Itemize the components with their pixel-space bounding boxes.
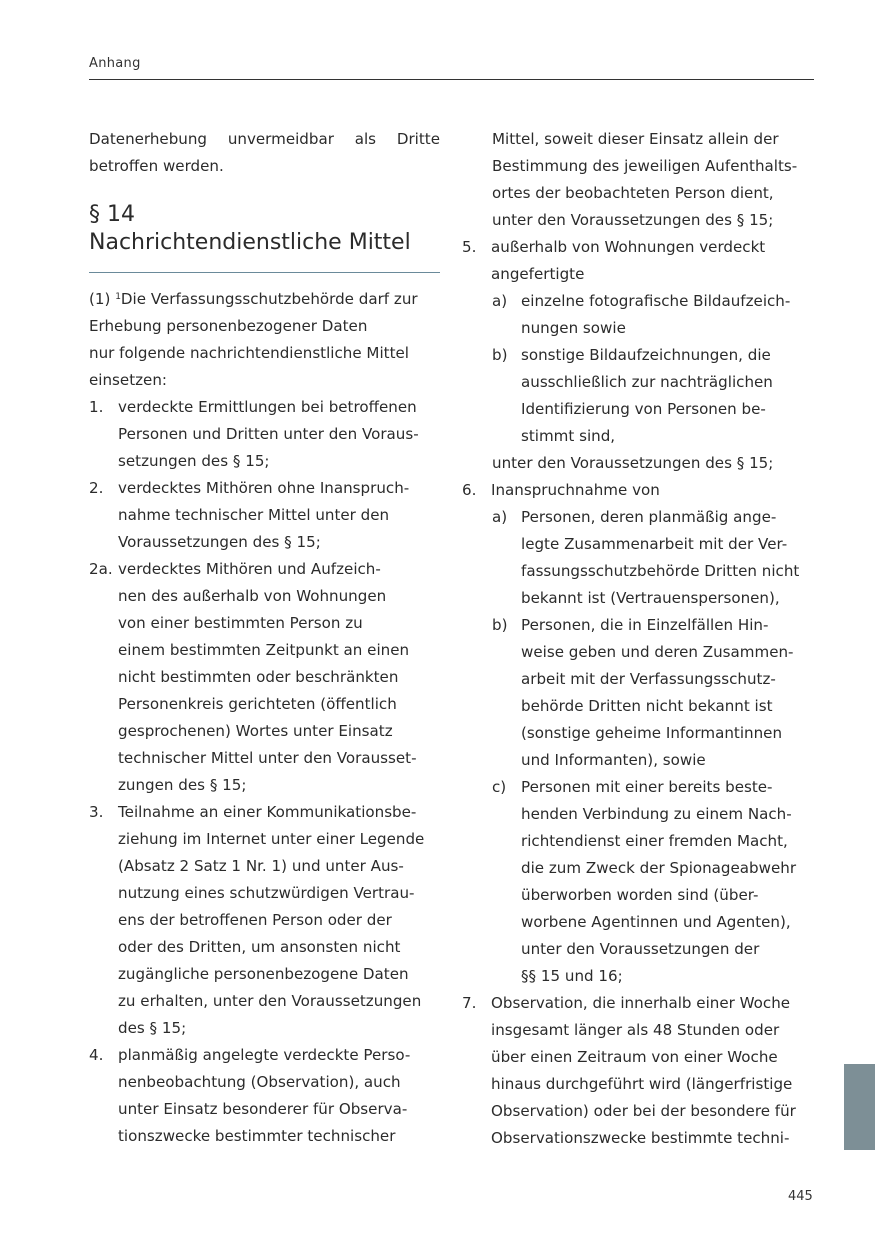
list-item-1: 1. verdeckte Ermittlungen bei betroffenen Personen und Dritten unter den Voraus- setzungen des § 15; bbox=[89, 394, 440, 475]
item-number: 5. bbox=[462, 238, 477, 256]
list-item-3: 3. Teilnahme an einer Kommunikationsbe- ziehung im Internet unter einer Legende (Absatz 2 Satz 1 Nr. 1) und unter Aus- nutzung eines schutzwürdigen Vertrau- ens der betroffenen Person oder der oder des Dritten, um ansonsten nicht zugängliche personenbezogene Daten zu erhalten, unter den Voraussetzungen des § 15; bbox=[89, 799, 440, 1042]
sub-item-6b: b) Personen, die in Einzelfällen Hin- weise geben und deren Zusammen- arbeit mit der Verfassungsschutz- behörde Dritten nicht bekannt ist (sonstige geheime Informantinnen und Informanten), sowie bbox=[462, 612, 817, 774]
paragraph-1 bbox=[89, 286, 440, 394]
sub-item-letter: a) bbox=[492, 292, 508, 310]
sub-item-letter: a) bbox=[492, 508, 508, 526]
list-item-6: 6. Inanspruchnahme von bbox=[462, 477, 817, 504]
item-number: 2a. bbox=[89, 560, 113, 578]
running-header: Anhang bbox=[89, 56, 141, 71]
list-item-5: 5. außerhalb von Wohnungen verdeckt angefertigte bbox=[462, 234, 817, 288]
list-item-2: 2. verdecktes Mithören ohne Inanspruch- nahme technischer Mittel unter den Voraussetzungen des § 15; bbox=[89, 475, 440, 556]
sub-item-6c: c) Personen mit einer bereits beste- henden Verbindung zu einem Nach- richtendienst einer fremden Macht, die zum Zweck der Spionageabwehr überworben worden sind (über- worbene Agentinnen und Agenten), unter den Voraussetzungen der §§ 15 und 16; bbox=[462, 774, 817, 990]
left-column bbox=[89, 126, 440, 1150]
sentence-number: 1 bbox=[115, 292, 121, 302]
header-rule bbox=[89, 79, 814, 80]
sub-item-5b: b) sonstige Bildaufzeichnungen, die ausschließlich zur nachträglichen Identifizierung von Personen be- stimmt sind, bbox=[462, 342, 817, 450]
paragraph-line: einsetzen: bbox=[89, 371, 167, 389]
item-5-tail: unter den Voraussetzungen des § 15; bbox=[492, 454, 774, 472]
sub-item-5a: a) einzelne fotografische Bildaufzeich- nungen sowie bbox=[462, 288, 817, 342]
item-number: 2. bbox=[89, 479, 104, 497]
paragraph-line: nur folgende nachrichtendienstliche Mittel bbox=[89, 344, 409, 362]
intro-paragraph: Datenerhebung unvermeidbar als Dritte betroffen werden. bbox=[89, 130, 440, 175]
item-number: 6. bbox=[462, 481, 477, 499]
item-number: 3. bbox=[89, 803, 104, 821]
paragraph-line: Erhebung personenbezogener Daten bbox=[89, 317, 368, 335]
sub-item-6a: a) Personen, deren planmäßig ange- legte Zusammenarbeit mit der Ver- fassungsschutzbehörde Dritten nicht bekannt ist (Vertrauenspersonen), bbox=[462, 504, 817, 612]
item-4-continuation: Mittel, soweit dieser Einsatz allein der Bestimmung des jeweiligen Aufenthalts- ortes der beobachteten Person dient, unter den Voraussetzungen des § 15; bbox=[492, 130, 798, 229]
chapter-tab-marker bbox=[844, 1064, 875, 1150]
section-rule bbox=[89, 272, 440, 273]
section-title: Nachrichtendienstliche Mittel bbox=[89, 230, 411, 255]
sub-item-letter: b) bbox=[492, 346, 508, 364]
right-column bbox=[462, 126, 817, 1152]
list-item-7: 7. Observation, die innerhalb einer Woche insgesamt länger als 48 Stunden oder über einen Zeitraum von einer Woche hinaus durchgeführt wird (längerfristige Observation) oder bei der besondere für Observationszwecke bestimmte techni- bbox=[462, 990, 817, 1152]
list-item-2a: 2a. verdecktes Mithören und Aufzeich- nen des außerhalb von Wohnungen von einer bestimmten Person zu einem bestimmten Zeitpunkt an einen nicht bestimmten oder beschränkten Personenkreis gerichteten (öffentlich gesprochenen) Wortes unter Einsatz technischer Mittel unter den Vorausset- zungen des § 15; bbox=[89, 556, 440, 799]
list-item-4: 4. planmäßig angelegte verdeckte Perso- nenbeobachtung (Observation), auch unter Einsatz besonderer für Observa- tionszwecke bestimmter technischer bbox=[89, 1042, 440, 1150]
sub-item-letter: c) bbox=[492, 778, 507, 796]
section-heading bbox=[89, 201, 440, 257]
section-number: § 14 bbox=[89, 202, 135, 227]
item-number: 1. bbox=[89, 398, 104, 416]
paragraph-line: (1) $^1$Die Verfassungsschutzbehörde darf zur bbox=[89, 290, 418, 308]
item-number: 4. bbox=[89, 1046, 104, 1064]
sub-item-letter: b) bbox=[492, 616, 508, 634]
page-number: 445 bbox=[788, 1189, 813, 1204]
item-number: 7. bbox=[462, 994, 477, 1012]
